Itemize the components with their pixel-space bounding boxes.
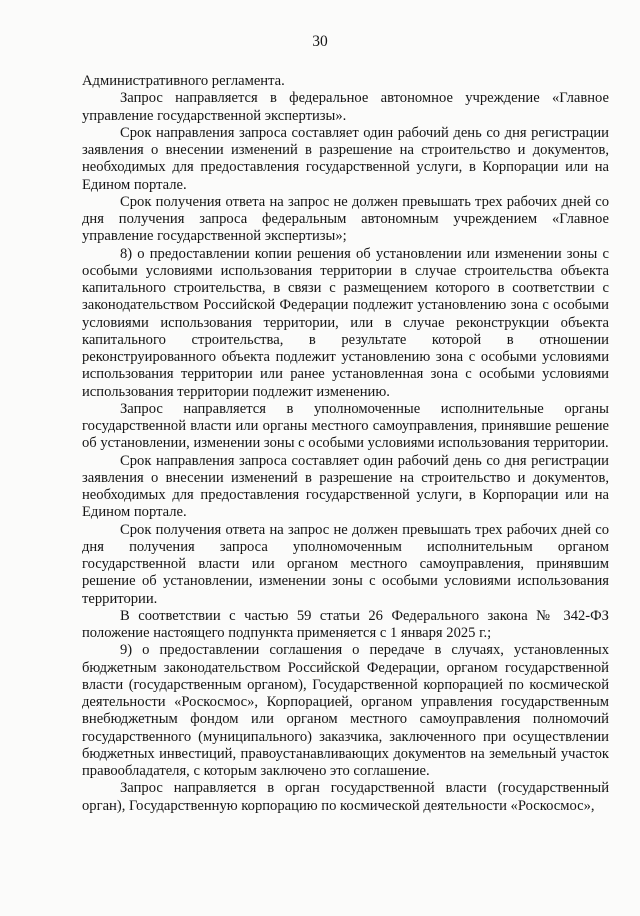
paragraph: Срок направления запроса составляет один рабочий день со дня регистрации заявления о внесении изменений в разрешение на строительство и документов, необходимых для предоставления государственной услуги, в Корпорации или на Едином портале. [82,452,609,521]
paragraph: 9) о предоставлении соглашения о передаче в случаях, установленных бюджетным законодательством Российской Федерации, органом государственной власти (государственным органом), Государственной корпорацией по космической деятельности «Роскосмос», Корпорацией, органом управления государственным внебюджетным фондом или органом местного самоуправления полномочий государственного (муниципального) заказчика, заключенного при осуществлении бюджетных инвестиций, правоустанавливающих документов на земельный участок правообладателя, с которым заключено это соглашение. [82,642,609,779]
paragraph: Срок получения ответа на запрос не должен превышать трех рабочих дней со дня получения запроса уполномоченным исполнительным органом государственной власти или органом местного самоуправления, принявшим решение об установлении, изменении зоны с особыми условиями использования территории. [82,521,609,607]
paragraph: Срок получения ответа на запрос не должен превышать трех рабочих дней со дня получения запроса федеральным автономным учреждением «Главное управление государственной экспертизы»; [82,193,609,245]
page-number: 30 [312,33,328,50]
paragraph: Запрос направляется в уполномоченные исполнительные органы государственной власти или органы местного самоуправления, принявшие решение об установлении, изменении зоны с особыми условиями использования территории. [82,400,609,452]
paragraph: В соответствии с частью 59 статьи 26 Федерального закона № 342-ФЗ положение настоящего подпункта применяется с 1 января 2025 г.; [82,607,609,641]
paragraph: Срок направления запроса составляет один рабочий день со дня регистрации заявления о внесении изменений в разрешение на строительство и документов, необходимых для предоставления государственной услуги, в Корпорации или на Едином портале. [82,124,609,193]
paragraph: Запрос направляется в орган государственной власти (государственный орган), Государственную корпорацию по космической деятельности «Роскосмос», [82,780,609,814]
paragraph: 8) о предоставлении копии решения об установлении или изменении зоны с особыми условиями использования территории в случае строительства объекта капитального строительства, в связи с размещением которого в соответствии с законодательством Российской Федерации подлежит установлению зона с особыми условиями использования территории, или в случае реконструкции объекта капитального строительства, в результате которой в отношении реконструированного объекта подлежит установлению зона с особыми условиями использования территории или ранее установленная зона с особыми условиями использования территории подлежит изменению. [82,245,609,400]
paragraph: Административного регламента. [82,73,285,89]
document-body [82,73,609,815]
paragraph: Запрос направляется в федеральное автономное учреждение «Главное управление государственной экспертизы». [82,90,609,124]
